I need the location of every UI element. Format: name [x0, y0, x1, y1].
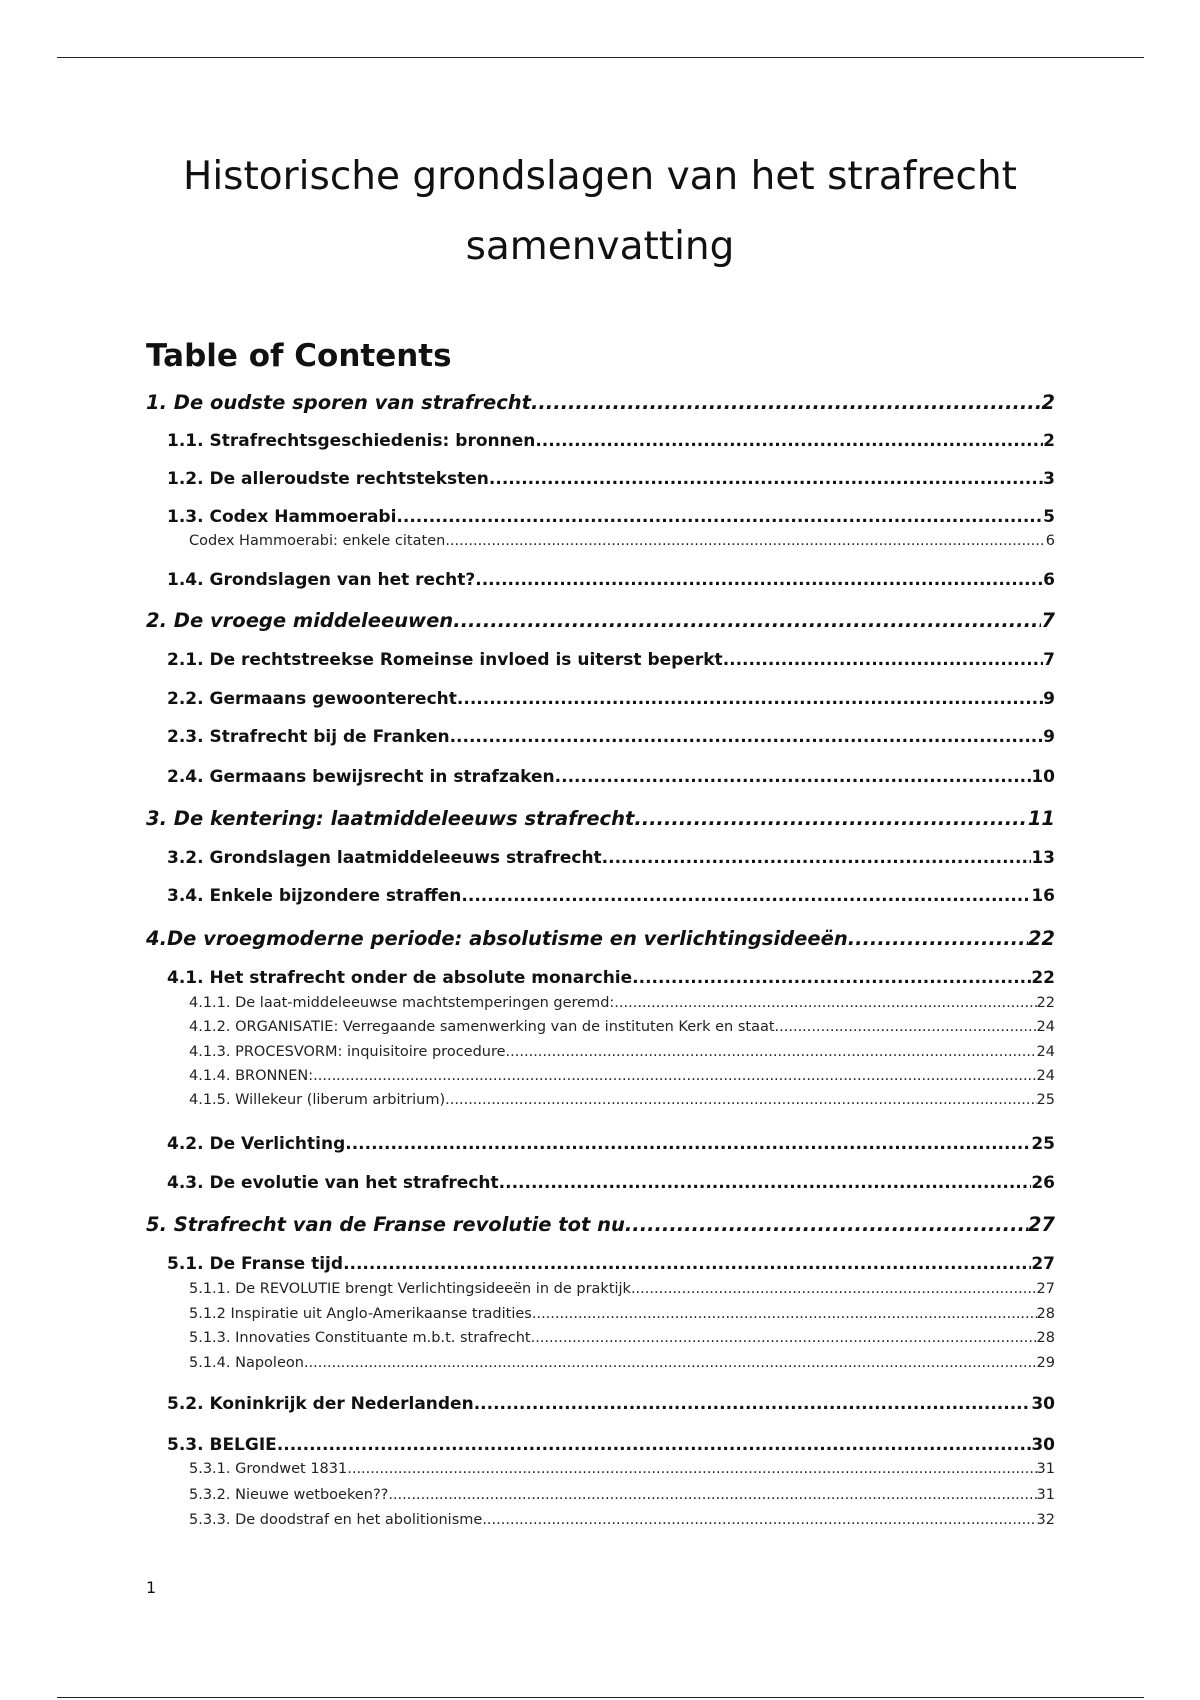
page-number: 1: [146, 1578, 157, 1597]
toc-entry[interactable]: [189, 1066, 1055, 1086]
toc-entry-page: 13: [1031, 848, 1055, 868]
toc-entry-label: 4.3. De evolutie van het strafrecht: [167, 1173, 499, 1193]
toc-entry-page: 16: [1031, 886, 1055, 906]
toc-entry-label: 5.1.2 Inspiratie uit Anglo-Amerikaanse tradities: [189, 1306, 532, 1322]
toc-entry-label: 5.1.1. De REVOLUTIE brengt Verlichtingsideeën in de praktijk: [189, 1281, 631, 1297]
toc-entry[interactable]: [146, 390, 1055, 416]
toc-entry-label: 4.1.3. PROCESVORM: inquisitoire procedure: [189, 1044, 506, 1060]
toc-entry-label: 3.4. Enkele bijzondere straffen: [167, 886, 462, 906]
toc-entry[interactable]: [167, 569, 1055, 591]
toc-entry-page: 32: [1036, 1512, 1055, 1528]
toc-entry[interactable]: [167, 885, 1055, 907]
toc-entry-page: 7: [1041, 609, 1055, 632]
toc-entry-label: 1.4. Grondslagen van het recht?: [167, 570, 476, 590]
toc-entry-label: 4.De vroegmoderne periode: absolutisme en verlichtingsideeën: [146, 927, 848, 950]
toc-dot-leader: [848, 926, 1028, 952]
toc-entry[interactable]: [189, 1510, 1055, 1530]
toc-entry[interactable]: [167, 967, 1055, 989]
toc-entry[interactable]: [189, 1304, 1055, 1324]
toc-dot-leader: [614, 993, 1036, 1013]
toc-entry[interactable]: [167, 1172, 1055, 1194]
toc-entry[interactable]: [189, 1090, 1055, 1110]
toc-entry-page: 10: [1031, 767, 1055, 787]
toc-entry-label: 4.1.4. BRONNEN:: [189, 1068, 314, 1084]
toc-entry-page: 2: [1043, 431, 1055, 451]
toc-entry-page: 27: [1036, 1281, 1055, 1297]
toc-entry[interactable]: [189, 1353, 1055, 1373]
toc-entry[interactable]: [167, 1393, 1055, 1415]
footer-rule: [57, 1697, 1144, 1698]
toc-entry[interactable]: [167, 649, 1055, 671]
toc-entry-label: 2. De vroege middeleeuwen: [146, 609, 454, 632]
toc-entry[interactable]: [167, 468, 1055, 490]
toc-entry-page: 24: [1036, 1044, 1055, 1060]
toc-entry-page: 11: [1027, 807, 1055, 830]
toc-entry-label: 5.3.1. Grondwet 1831: [189, 1461, 348, 1477]
toc-entry[interactable]: [167, 506, 1055, 528]
toc-entry[interactable]: [167, 847, 1055, 869]
toc-dot-leader: [304, 1353, 1037, 1373]
document-subtitle: samenvatting: [465, 224, 735, 269]
toc-entry-page: 9: [1043, 727, 1055, 747]
toc-dot-leader: [506, 1042, 1037, 1062]
toc-entry[interactable]: [146, 806, 1055, 832]
toc-dot-leader: [535, 430, 1043, 452]
toc-dot-leader: [631, 1279, 1037, 1299]
toc-entry-label: Codex Hammoerabi: enkele citaten: [189, 533, 446, 549]
toc-dot-leader: [277, 1434, 1032, 1456]
toc-entry[interactable]: [146, 1212, 1055, 1238]
toc-dot-leader: [388, 1485, 1036, 1505]
toc-dot-leader: [345, 1133, 1031, 1155]
toc-entry[interactable]: [189, 531, 1055, 551]
toc-entry-label: 5.1. De Franse tijd: [167, 1254, 344, 1274]
toc-entry-label: 1.3. Codex Hammoerabi: [167, 507, 397, 527]
toc-entry[interactable]: [189, 1485, 1055, 1505]
toc-entry-page: 6: [1045, 533, 1055, 549]
toc-entry-label: 4.1.5. Willekeur (liberum arbitrium): [189, 1092, 446, 1108]
toc-dot-leader: [531, 1328, 1037, 1348]
toc-entry-label: 5.1.4. Napoleon: [189, 1355, 304, 1371]
toc-entry-label: 5.3. BELGIE: [167, 1435, 277, 1455]
toc-dot-leader: [634, 806, 1028, 832]
toc-entry-page: 28: [1036, 1330, 1055, 1346]
toc-dot-leader: [457, 688, 1043, 710]
toc-entry[interactable]: [167, 430, 1055, 452]
toc-entry-page: 22: [1031, 968, 1055, 988]
toc-dot-leader: [450, 726, 1044, 748]
toc-entry-page: 3: [1043, 469, 1055, 489]
document-title-line-1: Historische grondslagen van het strafrecht: [183, 154, 1017, 199]
toc-dot-leader: [445, 1090, 1036, 1110]
toc-dot-leader: [453, 608, 1041, 634]
toc-entry-label: 2.1. De rechtstreekse Romeinse invloed is uiterst beperkt: [167, 650, 723, 670]
toc-entry[interactable]: [167, 1133, 1055, 1155]
toc-entry-page: 30: [1031, 1394, 1055, 1414]
toc-entry[interactable]: [189, 1017, 1055, 1037]
toc-dot-leader: [343, 1253, 1031, 1275]
toc-dot-leader: [775, 1017, 1037, 1037]
toc-entry[interactable]: [167, 1253, 1055, 1275]
toc-entry[interactable]: [167, 726, 1055, 748]
toc-entry[interactable]: [146, 926, 1055, 952]
toc-entry-label: 4.1. Het strafrecht onder de absolute monarchie: [167, 968, 633, 988]
toc-entry-page: 9: [1043, 689, 1055, 709]
toc-entry-label: 5.3.3. De doodstraf en het abolitionisme: [189, 1512, 483, 1528]
toc-entry-page: 27: [1027, 1213, 1055, 1236]
toc-entry-page: 24: [1036, 1019, 1055, 1035]
toc-entry-label: 4.1.1. De laat-middeleeuwse machtstemperingen geremd:: [189, 995, 615, 1011]
toc-entry-page: 31: [1036, 1461, 1055, 1477]
toc-entry-page: 31: [1036, 1487, 1055, 1503]
toc-entry[interactable]: [167, 1434, 1055, 1456]
toc-entry-label: 2.2. Germaans gewoonterecht: [167, 689, 457, 709]
toc-entry-page: 2: [1041, 391, 1055, 414]
toc-entry-page: 30: [1031, 1435, 1055, 1455]
toc-entry[interactable]: [189, 1328, 1055, 1348]
toc-dot-leader: [555, 766, 1032, 788]
toc-entry-page: 28: [1036, 1306, 1055, 1322]
toc-entry-label: 2.3. Strafrecht bij de Franken: [167, 727, 450, 747]
toc-entry-page: 27: [1031, 1254, 1055, 1274]
toc-entry-page: 25: [1031, 1134, 1055, 1154]
toc-entry-label: 5.2. Koninkrijk der Nederlanden: [167, 1394, 474, 1414]
toc-entry-label: 5.3.2. Nieuwe wetboeken??: [189, 1487, 389, 1503]
toc-dot-leader: [475, 569, 1043, 591]
toc-entry-page: 26: [1031, 1173, 1055, 1193]
toc-entry-page: 5: [1043, 507, 1055, 527]
toc-entry[interactable]: [189, 1279, 1055, 1299]
toc-entry[interactable]: [189, 993, 1055, 1013]
toc-dot-leader: [313, 1066, 1036, 1086]
toc-entry-label: 5. Strafrecht van de Franse revolutie tot nu: [146, 1213, 625, 1236]
toc-dot-leader: [489, 468, 1043, 490]
toc-dot-leader: [482, 1510, 1036, 1530]
toc-entry-page: 25: [1036, 1092, 1055, 1108]
toc-heading: Table of Contents: [146, 338, 452, 374]
toc-entry-page: 29: [1036, 1355, 1055, 1371]
toc-entry-page: 24: [1036, 1068, 1055, 1084]
toc-entry[interactable]: [167, 688, 1055, 710]
toc-dot-leader: [531, 390, 1041, 416]
toc-entry[interactable]: [189, 1459, 1055, 1479]
toc-entry[interactable]: [146, 608, 1055, 634]
toc-dot-leader: [723, 649, 1043, 671]
toc-dot-leader: [461, 885, 1031, 907]
toc-entry-page: 7: [1043, 650, 1055, 670]
toc-entry[interactable]: [167, 766, 1055, 788]
toc-dot-leader: [625, 1212, 1028, 1238]
toc-entry-label: 1.1. Strafrechtsgeschiedenis: bronnen: [167, 431, 536, 451]
toc-dot-leader: [396, 506, 1043, 528]
toc-dot-leader: [632, 967, 1031, 989]
toc-entry-label: 4.1.2. ORGANISATIE: Verregaande samenwerking van de instituten Kerk en staat: [189, 1019, 775, 1035]
toc-entry-page: 22: [1027, 927, 1055, 950]
toc-entry-label: 5.1.3. Innovaties Constituante m.b.t. strafrecht: [189, 1330, 531, 1346]
toc-entry-label: 3.2. Grondslagen laatmiddeleeuws strafrecht: [167, 848, 602, 868]
toc-entry[interactable]: [189, 1042, 1055, 1062]
toc-entry-page: 6: [1043, 570, 1055, 590]
toc-dot-leader: [474, 1393, 1032, 1415]
toc-entry-label: 4.2. De Verlichting: [167, 1134, 346, 1154]
toc-entry-label: 1.2. De alleroudste rechtsteksten: [167, 469, 489, 489]
toc-entry-label: 2.4. Germaans bewijsrecht in strafzaken: [167, 767, 555, 787]
toc-entry-page: 22: [1036, 995, 1055, 1011]
toc-dot-leader: [602, 847, 1032, 869]
toc-dot-leader: [499, 1172, 1032, 1194]
toc-dot-leader: [532, 1304, 1037, 1324]
toc-dot-leader: [445, 531, 1045, 551]
toc-entry-label: 1. De oudste sporen van strafrecht: [146, 391, 531, 414]
toc-entry-label: 3. De kentering: laatmiddeleeuws strafrecht: [146, 807, 635, 830]
toc-dot-leader: [347, 1459, 1036, 1479]
